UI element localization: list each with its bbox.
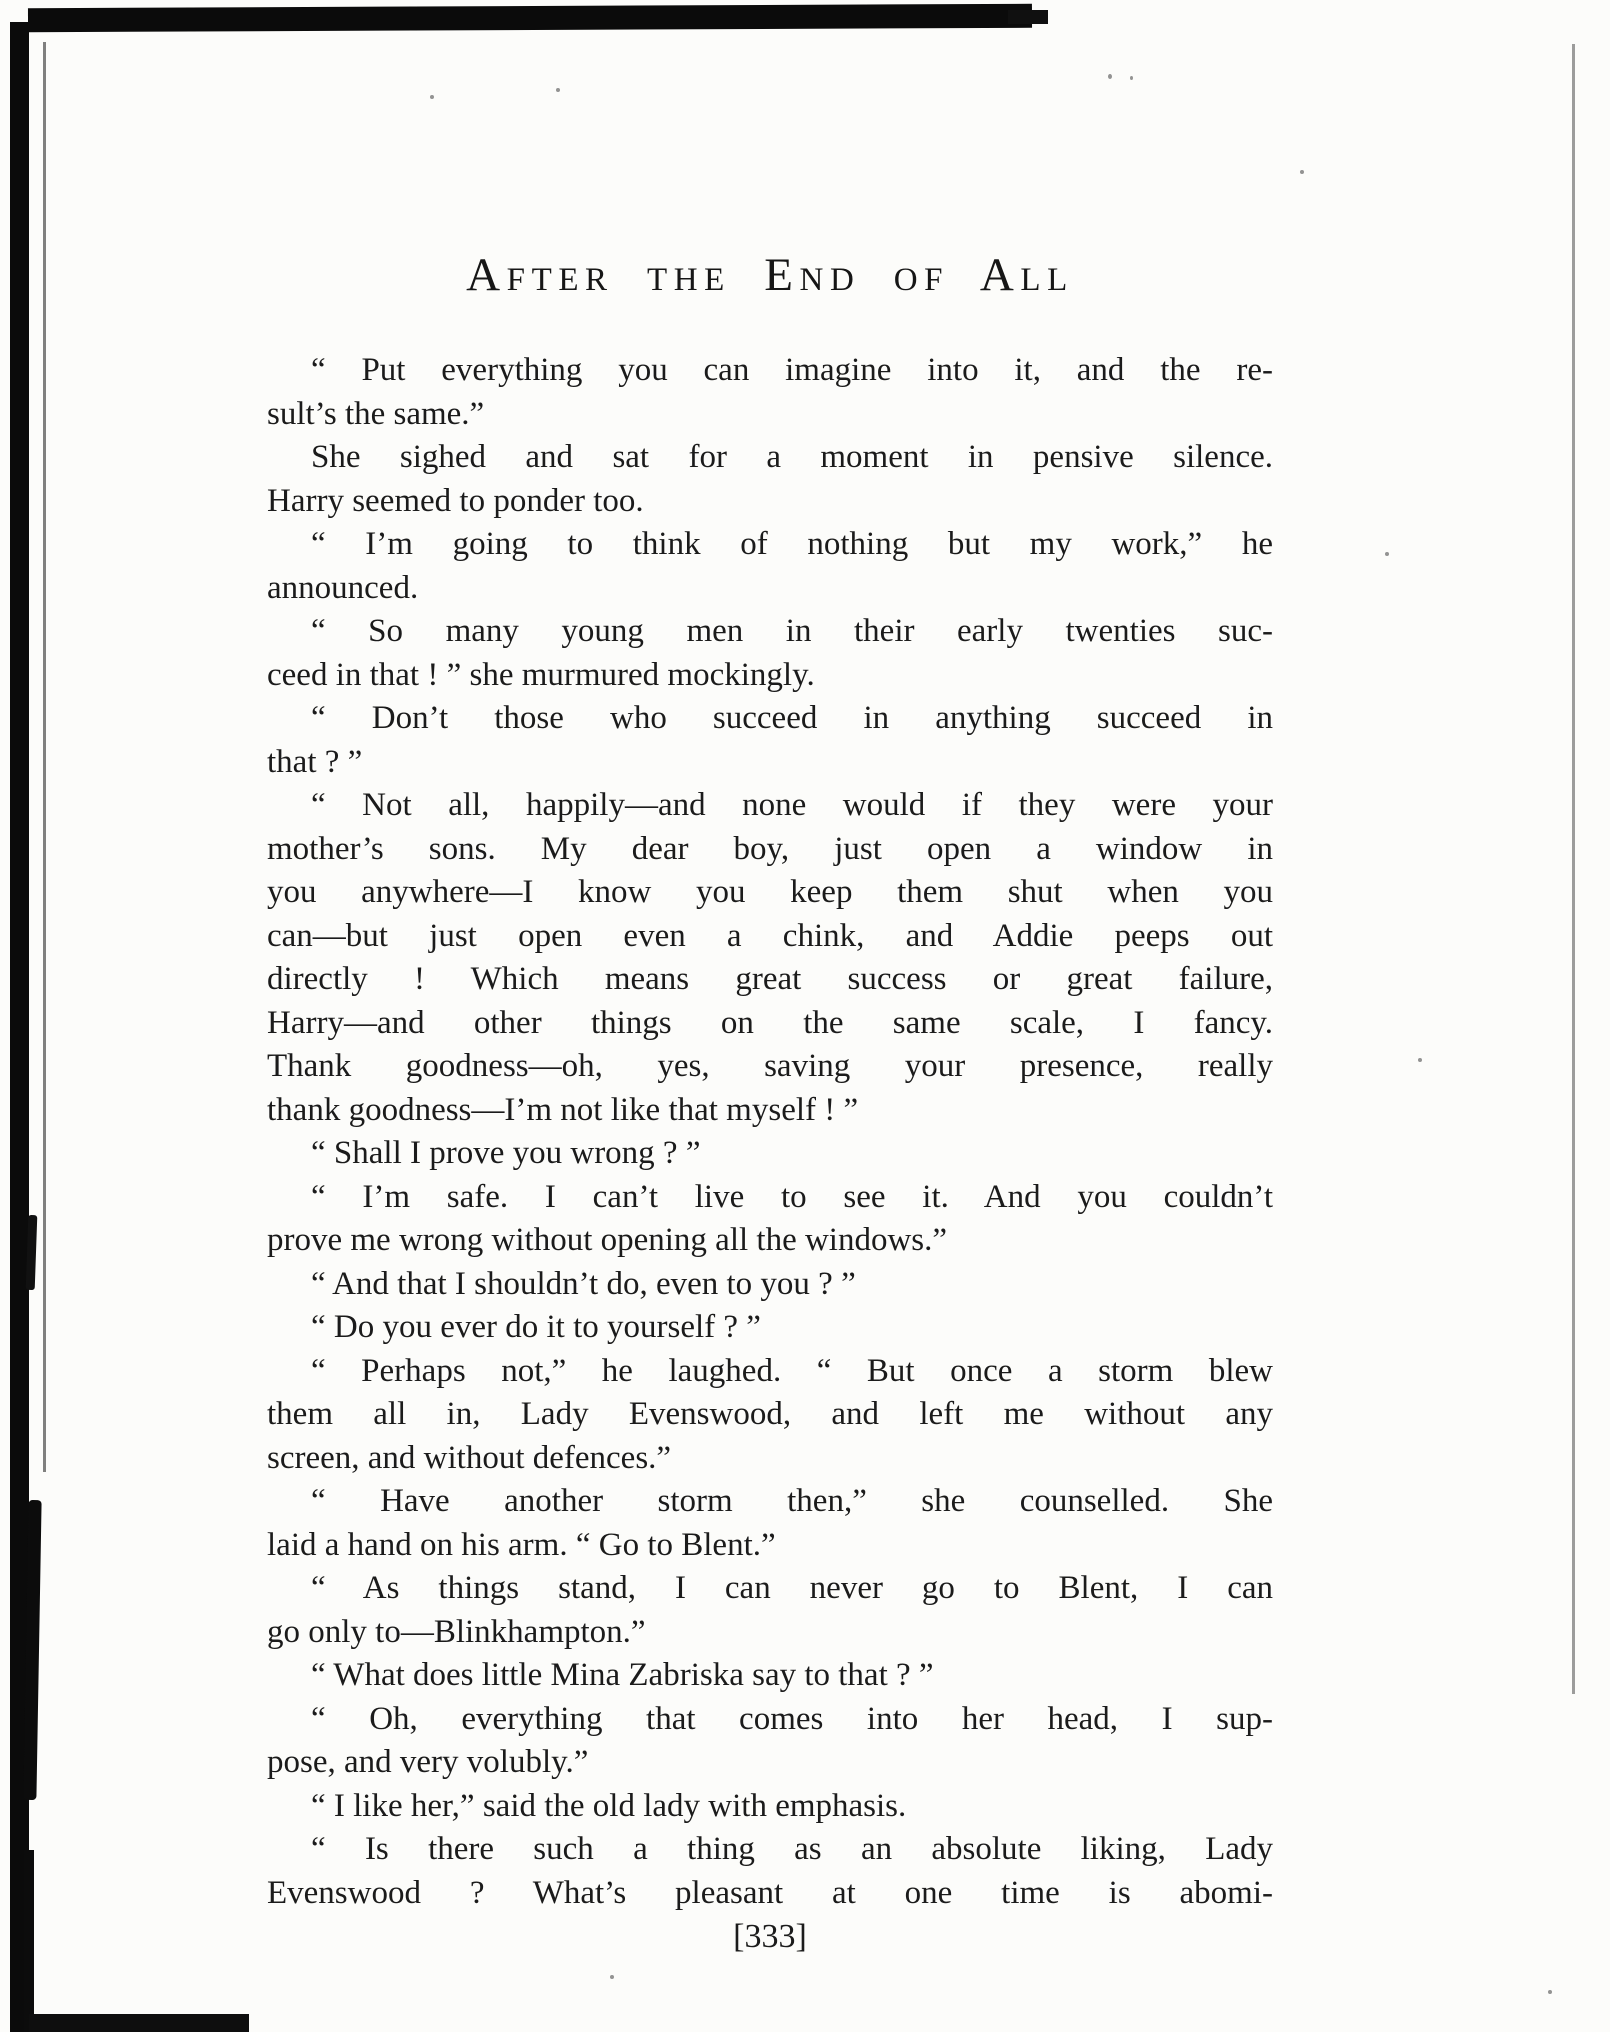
text-block <box>267 349 1273 1915</box>
text-line: them all in, Lady Evenswood, and left me without any <box>267 1396 1273 1432</box>
text-line: “ Shall I prove you wrong ? ” <box>311 1135 701 1171</box>
text-line: “ So many young men in their early twenties suc- <box>311 613 1273 649</box>
text-line: directly ! Which means great success or great failure, <box>267 961 1273 997</box>
text-line: “ Put everything you can imagine into it, and the re- <box>311 352 1273 388</box>
scan-edge-right-line <box>1572 44 1575 1694</box>
text-line: announced. <box>267 569 419 606</box>
text-line: sult’s the same.” <box>267 395 485 432</box>
text-line: prove me wrong without opening all the windows.” <box>267 1222 948 1258</box>
text-line: that ? ” <box>267 743 363 780</box>
text-line: Thank goodness—oh, yes, saving your presence, really <box>267 1048 1273 1084</box>
text-line: screen, and without defences.” <box>267 1439 672 1476</box>
scan-edge-left-thin-line <box>43 42 46 1472</box>
text-line: ceed in that ! ” she murmured mockingly. <box>267 656 815 693</box>
scan-edge-top <box>28 4 1032 32</box>
text-line: “ As things stand, I can never go to Blent, I can <box>311 1570 1273 1606</box>
scan-noise-dot <box>556 88 560 92</box>
text-line: “ Is there such a thing as an absolute liking, Lady <box>311 1831 1273 1867</box>
scan-edge-bottom-nub <box>29 2014 249 2032</box>
scan-noise-dot <box>1548 1990 1552 1994</box>
scan-edge-blob <box>26 1215 38 1290</box>
page-number: [333] <box>733 1918 807 1955</box>
text-line: She sighed and sat for a moment in pensive silence. <box>311 439 1273 475</box>
text-line: “ Don’t those who succeed in anything succeed in <box>311 700 1273 736</box>
text-line: “ I’m safe. I can’t live to see it. And you couldn’t <box>311 1178 1273 1215</box>
text-line: “ I’m going to think of nothing but my work,” he <box>311 526 1273 562</box>
text-line: laid a hand on his arm. “ Go to Blent.” <box>267 1526 776 1563</box>
text-line: “ Perhaps not,” he laughed. “ But once a storm blew <box>311 1352 1273 1389</box>
text-line: Evenswood ? What’s pleasant at one time is abomi- <box>267 1874 1273 1911</box>
text-line: mother’s sons. My dear boy, just open a window in <box>267 830 1273 867</box>
text-line: “ Do you ever do it to yourself ? ” <box>311 1309 761 1345</box>
scan-noise-dot <box>1385 552 1389 556</box>
text-line: “ And that I shouldn’t do, even to you ? ” <box>311 1265 856 1302</box>
text-line: Harry seemed to ponder too. <box>267 482 644 519</box>
text-line: “ Oh, everything that comes into her head, I sup- <box>311 1700 1273 1737</box>
scan-noise-dot <box>1130 76 1133 80</box>
text-line: Harry—and other things on the same scale, I fancy. <box>267 1004 1273 1041</box>
text-line: can—but just open even a chink, and Addie peeps out <box>267 917 1273 954</box>
scan-noise-dot <box>1418 1058 1422 1062</box>
text-line: pose, and very volubly.” <box>267 1744 589 1780</box>
scan-noise-dot <box>1108 74 1112 79</box>
text-line: “ Have another storm then,” she counselled. She <box>311 1483 1273 1519</box>
text-line: thank goodness—I’m not like that myself ! ” <box>267 1091 859 1128</box>
text-line: “ What does little Mina Zabriska say to that ? ” <box>311 1657 934 1693</box>
scan-noise-dot <box>610 1975 614 1979</box>
text-line: you anywhere—I know you keep them shut when you <box>267 874 1273 910</box>
page-title: After the End of All <box>466 249 1074 301</box>
scan-edge-top-nub <box>1008 10 1048 24</box>
scan-edge-blob <box>24 1850 34 2032</box>
text-line: “ I like her,” said the old lady with emphasis. <box>311 1787 907 1824</box>
scan-noise-dot <box>1300 170 1304 174</box>
text-line: go only to—Blinkhampton.” <box>267 1613 646 1650</box>
scan-noise-dot <box>430 95 434 99</box>
text-line: “ Not all, happily—and none would if they were your <box>311 787 1273 823</box>
